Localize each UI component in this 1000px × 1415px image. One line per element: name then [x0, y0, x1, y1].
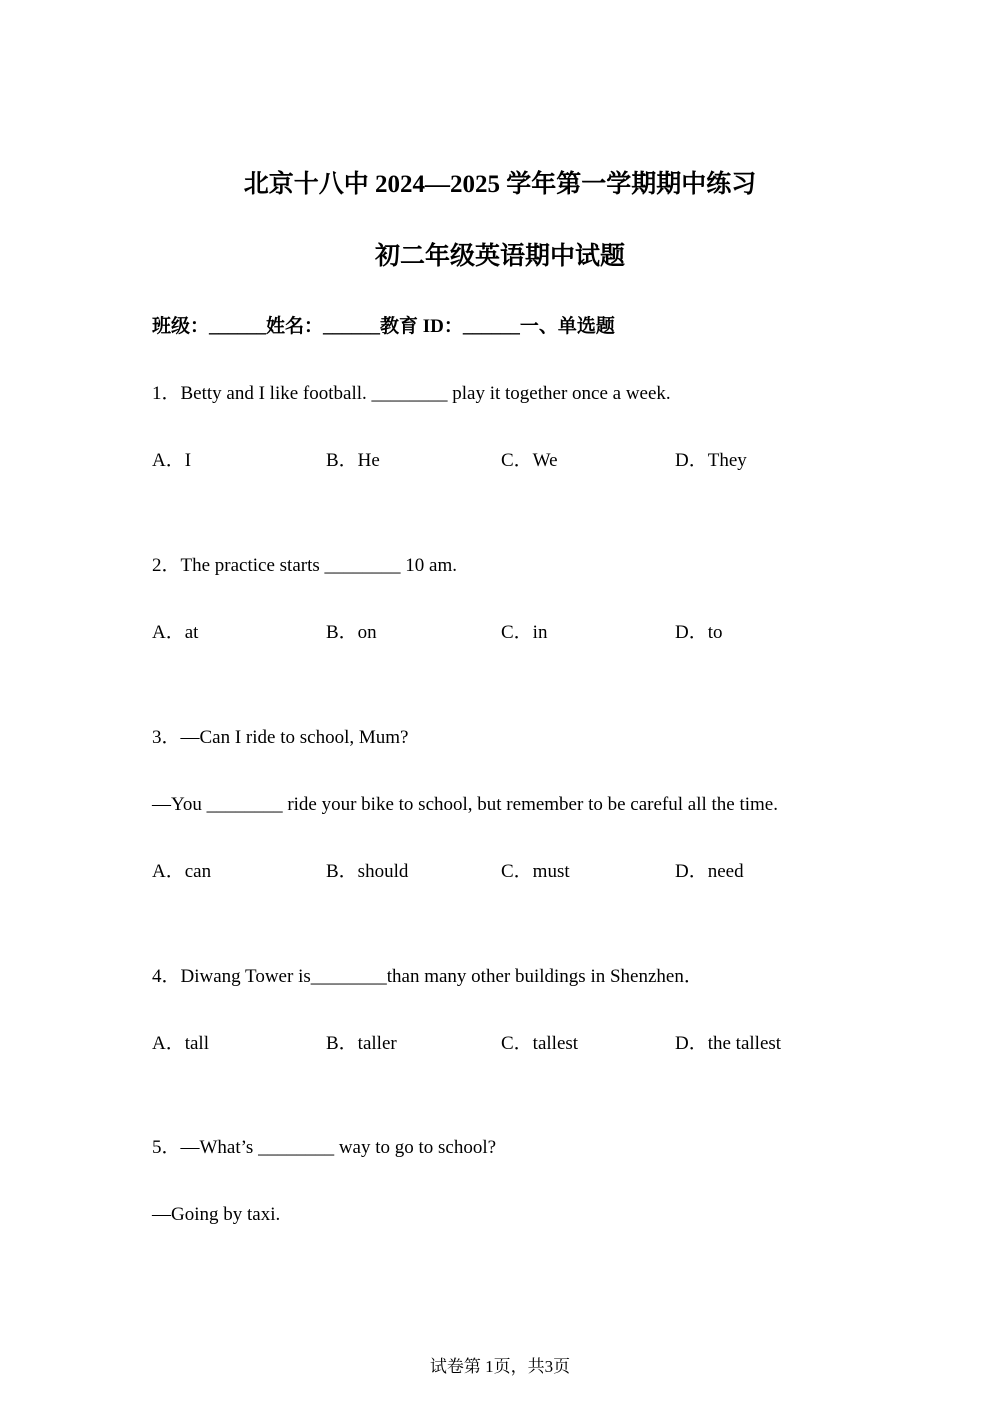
question-3-option-d: D．need — [675, 861, 744, 882]
question-4-option-a: A．tall — [152, 1033, 209, 1054]
question-2-text: 2．The practice starts ________ 10 am. — [152, 555, 457, 576]
question-3-reply: —You ________ ride your bike to school, but remember to be careful all the time. — [152, 794, 778, 815]
student-info-line: 班级：______姓名：______教育 ID：______一、单选题 — [152, 316, 615, 337]
question-1-option-c: C．We — [501, 450, 558, 471]
exam-subtitle: 初二年级英语期中试题 — [374, 243, 625, 270]
question-1-option-a: A．I — [152, 450, 192, 471]
question-1-option-d: D．They — [675, 450, 747, 471]
question-5-reply: —Going by taxi. — [152, 1204, 281, 1225]
question-2-option-d: D．to — [675, 622, 723, 643]
question-4-option-d: D．the tallest — [675, 1033, 782, 1054]
question-5-text: 5．—What’s ________ way to go to school? — [152, 1137, 497, 1158]
exam-title: 北京十八中 2024—2025 学年第一学期期中练习 — [243, 171, 757, 198]
question-1-text: 1．Betty and I like football. ________ play it together once a week. — [152, 383, 671, 404]
question-2-option-c: C．in — [501, 622, 548, 643]
question-2-option-b: B．on — [326, 622, 377, 643]
question-2-option-a: A．at — [152, 622, 199, 643]
question-4-text: 4．Diwang Tower is________than many other buildings in Shenzhen． — [152, 966, 703, 987]
page-footer: 试卷第 1页，共3页 — [429, 1357, 571, 1376]
question-1-option-b: B．He — [326, 450, 380, 471]
question-3-option-a: A．can — [152, 861, 212, 882]
question-3-option-b: B．should — [326, 861, 409, 882]
question-4-option-b: B．taller — [326, 1033, 397, 1054]
question-3-option-c: C．must — [501, 861, 570, 882]
question-4-option-c: C．tallest — [501, 1033, 579, 1054]
question-3-text: 3．—Can I ride to school, Mum? — [152, 727, 409, 748]
